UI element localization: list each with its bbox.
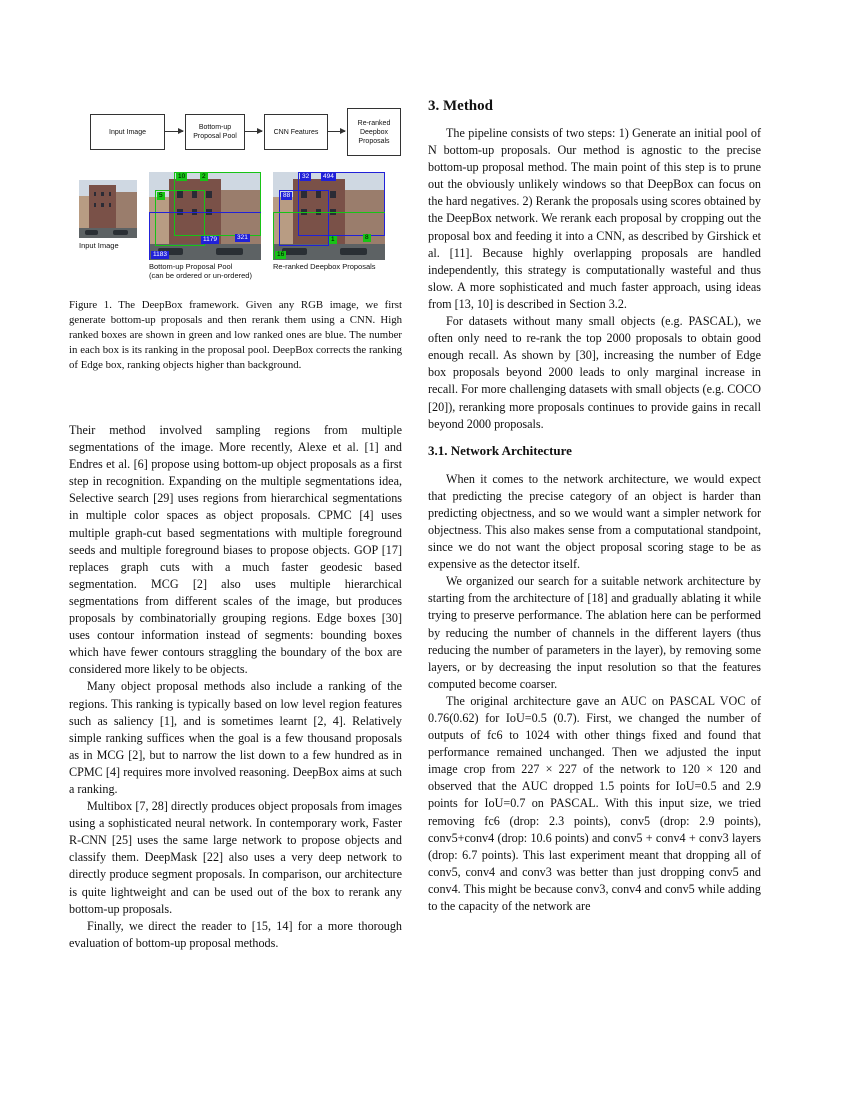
rank-label: 8 [365,234,369,241]
flow-proposal-pool: Bottom-up Proposal Pool [185,114,245,150]
figure-caption: Figure 1. The DeepBox framework. Given any RGB image, we first generate bottom-up proposals and then rerank them using a CNN. High ranked boxes are shown in green and low ranked ones are blue. The number in each box is its ranking in the proposal pool. DeepBox corrects the ranking of Edge box, ranking objects higher than background. [69,299,402,372]
paragraph: For datasets without many small objects (e.g. PASCAL), we often only need to re-rank the top 2000 proposals to obtain good enough recall. As shown by [30], increasing the number of Edge box proposals beyond 2000 leads to only marginal increase in recall. For more challenging datasets with small objects (e.g. COCO [20]), reranking more proposals continues to provide gains in recall beyond 2000 proposals. [428,314,761,431]
rank-label: 1 [331,236,335,243]
flow-cnn-features: CNN Features [264,114,328,150]
paragraph: Multibox [7, 28] directly produces object proposals from images using a sophisticated neural network. In contemporary work, Faster R-CNN [25] uses the same large network to propose objects and classify them. DeepMask [22] also uses a very deep network to directly produce segment proposals. In comparison, our architecture is quite lightweight and can be used out of the box to rerank any bottom-up proposals. [69,799,402,916]
rank-label: 494 [323,173,334,180]
paragraph: The original architecture gave an AUC on PASCAL VOC of 0.76(0.62) for IoU=0.5 (0.7). First, we changed the number of outputs of fc6 to 1024 with other things fixed and found that performance remained unchanged. Then we adjusted the input image crop from 227 × 227 of the network to 120 × 120 and observed that the AUC dropped 1.5 points for IoU=0.5 and 2.9 points for IoU=0.7 on PASCAL. With this input size, we tried removing fc6 (drop: 2.3 points), conv5 (drop: 2.9 points), conv5+conv4 (drop: 10.6 points) and conv5 + conv4 + conv3 layers (drop: 6.7 points). This last experiment meant that dropping all of conv5, conv4 and conv3 was better than just dropping conv5 and conv4. This might be because conv3, conv4 and conv5 while adding to the capacity of the network are [428,693,761,914]
flow-arrow [164,131,183,132]
rank-label: 32 [302,173,310,180]
rank-label: 5 [159,192,163,199]
flow-arrow [244,131,262,132]
paragraph: Their method involved sampling regions from multiple segmentations of the image. More recently, Alexe et al. [1] and Endres et al. [6] propose using bottom-up object proposals as a first step in recognition. Expanding on the multiple segmentations idea, Selective search [29] uses regions from hierarchical segmentations in multiple color spaces as object proposals. CPMC [4] uses multiple graph-cut based segmentations with multiple foreground seeds and multiple foreground biases to propose objects. GOP [17] replaces graph cuts with a much faster geodesic based segmentation. MCG [2] also uses multiple hierarchical segmentations from different scales of the image, but produces proposals by combinatorially grouping regions. Edge boxes [30] uses contour information instead of segments: bounding boxes which have fewer contours straggling the boundary of the box are considered more likely to be objects. [69,423,402,677]
figure-deepbox-framework [69,108,402,288]
paragraph: The pipeline consists of two steps: 1) Generate an initial pool of N bottom-up proposals. Our method is agnostic to the precise bottom-up proposal method. The main point of this step is to prune out the obviously unlikely windows so that DeepBox can focus on the hard negatives. 2) Rerank the proposals using scores obtained by the DeepBox network. We rerank each proposal by cropping out the proposal box and feeding it into a CNN, as described by Girshick et al. [11]. Because highly overlapping proposals are handled independently, this strategy is computationally wasteful and thus slow. A more sophisticated and much faster approach, using ideas from [13, 10] is described in Section 3.2. [428,126,761,311]
rank-label: 10 [178,173,186,180]
paragraph: When it comes to the network architecture, we would expect that predicting the precise category of an object is harder than predicting objectness, and so we would want a simpler network for objectness. This also makes sense from a computational standpoint, since we do not want the object proposal scoring stage to be as expensive as the detector itself. [428,471,761,572]
label-pool-note: (can be ordered or un-ordered) [149,271,252,280]
rank-label: 321 [237,234,248,241]
input-image-photo [79,180,137,238]
right-column [428,98,761,915]
rank-label: 1179 [203,236,217,243]
rank-label: 88 [283,192,291,199]
reranked-photo [273,172,385,260]
label-input-image: Input Image [79,241,119,250]
rank-label: 16 [277,251,285,258]
paragraph: We organized our search for a suitable network architecture by starting from the architecture of [18] and gradually ablating it while trying to preserve performance. The ablation here can be performed by reducing the number of channels in the different layers (thus reducing the number of parameters in the layer), by removing some layers, or by decreasing the input resolution so that the features computed become coarser. [428,574,761,691]
rank-label: 1183 [153,251,167,258]
paragraph: Many object proposal methods also include a ranking of the regions. This ranking is typically based on low level region features such as saliency [1], and is sometimes learnt [2, 4]. Relatively simple ranking suffices when the goal is a few thousand proposals as in MCG [2], but to narrow the list down to a few hundred as in CPMC [4] requires more involved reasoning. DeepBox aims at such a ranking. [69,679,402,796]
rank-label: 2 [202,173,206,180]
paragraph: Finally, we direct the reader to [15, 14] for a more thorough evaluation of bottom-up proposal methods. [69,918,402,950]
label-reranked: Re-ranked Deepbox Proposals [273,262,376,271]
flow-reranked: Re-ranked Deepbox Proposals [347,108,401,156]
flow-arrow [327,131,345,132]
flow-input-image: Input Image [90,114,165,150]
subsection-heading: 3.1. Network Architecture [428,442,572,458]
label-proposal-pool: Bottom-up Proposal Pool [149,262,233,271]
proposal-pool-photo [149,172,261,260]
section-heading: 3. Method [428,98,493,114]
left-column [69,422,402,952]
